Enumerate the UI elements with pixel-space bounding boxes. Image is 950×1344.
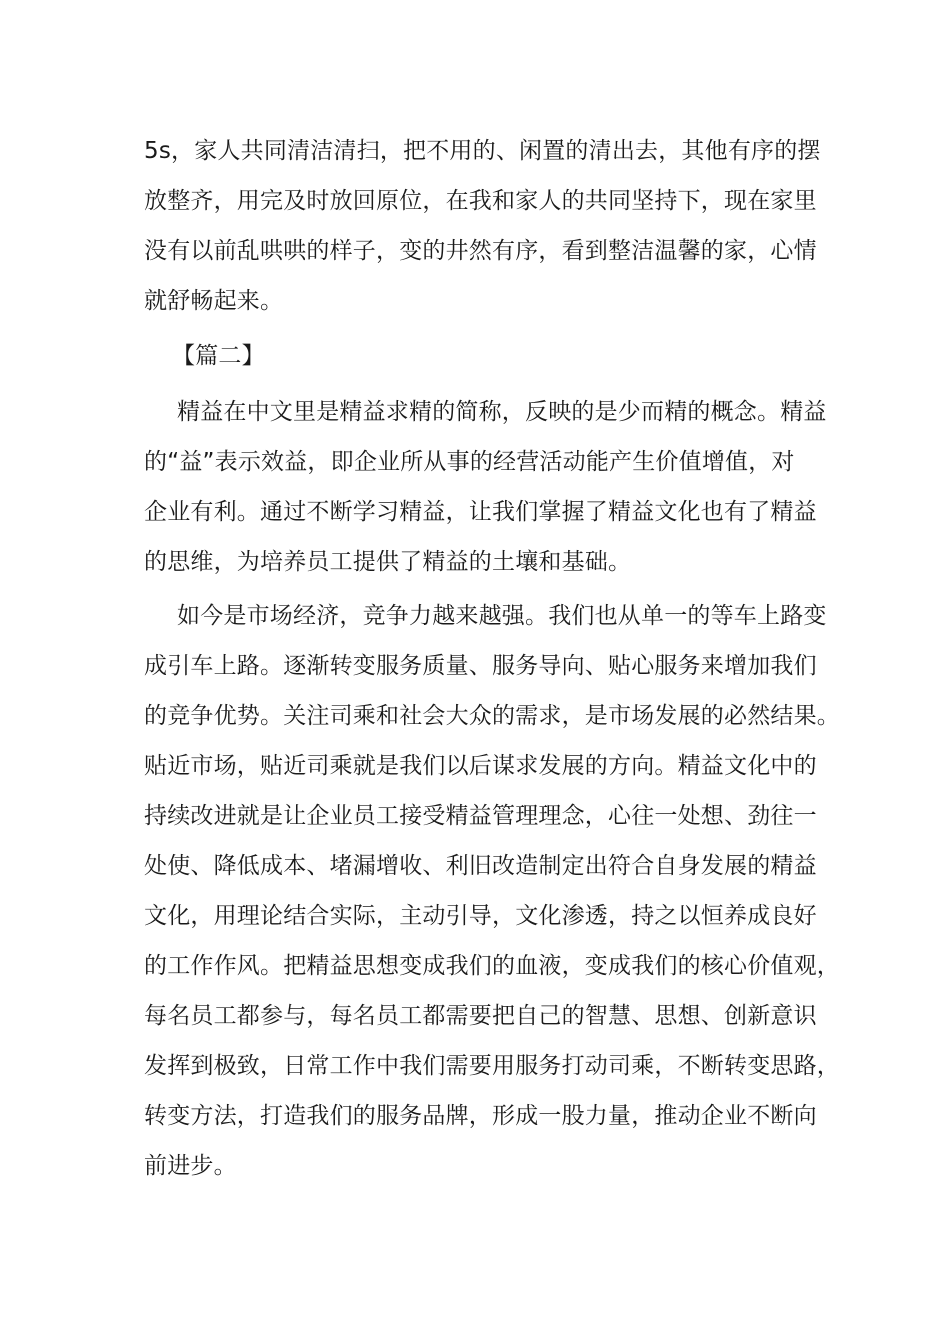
paragraph-1-line: 没有以前乱哄哄的样子，变的井然有序，看到整洁温馨的家，心情 bbox=[144, 238, 817, 264]
paragraph-3-line: 前进步。 bbox=[144, 1153, 237, 1179]
paragraph-2-line: 精益在中文里是精益求精的简称，反映的是少而精的概念。精益 bbox=[177, 399, 827, 425]
paragraph-3-line: 文化，用理论结合实际，主动引导，文化渗透，持之以恒养成良好 bbox=[144, 903, 817, 929]
paragraph-2-line: 企业有利。通过不断学习精益，让我们掌握了精益文化也有了精益 bbox=[144, 499, 817, 525]
paragraph-3-line: 处使、降低成本、堵漏增收、利旧改造制定出符合自身发展的精益 bbox=[144, 853, 817, 879]
paragraph-3-line: 持续改进就是让企业员工接受精益管理理念，心往一处想、劲往一 bbox=[144, 803, 817, 829]
paragraph-2-line: 的思维，为培养员工提供了精益的土壤和基础。 bbox=[144, 549, 632, 575]
paragraph-3-line: 的竞争优势。关注司乘和社会大众的需求，是市场发展的必然结果。 bbox=[144, 703, 840, 729]
paragraph-3-line: 每名员工都参与，每名员工都需要把自己的智慧、思想、创新意识 bbox=[144, 1003, 817, 1029]
paragraph-2-line: 的“益”表示效益，即企业所从事的经营活动能产生价值增值，对 bbox=[144, 449, 795, 475]
paragraph-3-line: 贴近市场，贴近司乘就是我们以后谋求发展的方向。精益文化中的 bbox=[144, 753, 817, 779]
paragraph-1-line: 放整齐，用完及时放回原位，在我和家人的共同坚持下，现在家里 bbox=[144, 188, 817, 214]
section-heading: 【篇二】 bbox=[172, 343, 265, 369]
paragraph-3-line: 的工作作风。把精益思想变成我们的血液，变成我们的核心价值观， bbox=[144, 953, 840, 979]
paragraph-3-line: 转变方法，打造我们的服务品牌，形成一股力量，推动企业不断向 bbox=[144, 1103, 817, 1129]
paragraph-3-line: 发挥到极致，日常工作中我们需要用服务打动司乘，不断转变思路， bbox=[144, 1053, 840, 1079]
paragraph-3-line: 如今是市场经济，竞争力越来越强。我们也从单一的等车上路变 bbox=[177, 603, 827, 629]
paragraph-3-line: 成引车上路。逐渐转变服务质量、服务导向、贴心服务来增加我们 bbox=[144, 653, 817, 679]
paragraph-1-line: 5s，家人共同清洁清扫，把不用的、闲置的清出去，其他有序的摆 bbox=[144, 138, 821, 164]
paragraph-1-line: 就舒畅起来。 bbox=[144, 288, 284, 314]
